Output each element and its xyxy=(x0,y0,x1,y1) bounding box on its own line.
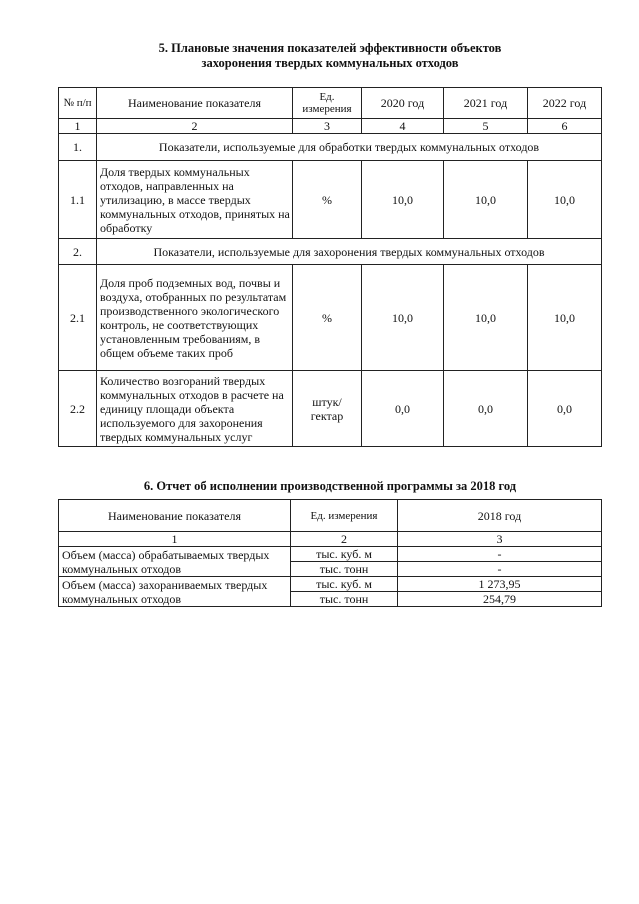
value-2022: 10,0 xyxy=(528,161,602,239)
col-number: 4 xyxy=(362,119,444,134)
value-2020: 0,0 xyxy=(362,371,444,447)
table-row xyxy=(59,161,602,239)
section5-title-line1: 5. Плановые значения показателей эффективности объектов xyxy=(158,41,502,55)
value-cell: - xyxy=(398,562,602,577)
group-num: 2. xyxy=(59,239,97,265)
unit-cell: % xyxy=(293,161,362,239)
col-number: 1 xyxy=(59,532,291,547)
value-cell: 254,79 xyxy=(398,592,602,607)
indicator-name: Объем (масса) захораниваемых твердых коммунальных отходов xyxy=(59,577,291,607)
col-number: 3 xyxy=(293,119,362,134)
group-label: Показатели, используемые для обработки твердых коммунальных отходов xyxy=(97,134,602,161)
value-2021: 10,0 xyxy=(444,265,528,371)
row-num: 2.1 xyxy=(59,265,97,371)
value-cell: - xyxy=(398,547,602,562)
column-number-row xyxy=(59,532,602,547)
col-number: 5 xyxy=(444,119,528,134)
unit-cell: тыс. тонн xyxy=(291,562,398,577)
col-number: 3 xyxy=(398,532,602,547)
column-number-row xyxy=(59,119,602,134)
group-label: Показатели, используемые для захоронения твердых коммунальных отходов xyxy=(97,239,602,265)
value-2020: 10,0 xyxy=(362,161,444,239)
table-row xyxy=(59,371,602,447)
value-2022: 0,0 xyxy=(528,371,602,447)
header-unit: Ед. измерения xyxy=(291,500,398,532)
indicator-name: Доля твердых коммунальных отходов, направленных на утилизацию, в массе твердых коммунальных отходов, принятых на обработку xyxy=(97,161,293,239)
col-number: 1 xyxy=(59,119,97,134)
program-report-table xyxy=(58,499,602,607)
header-name: Наименование показателя xyxy=(59,500,291,532)
value-2020: 10,0 xyxy=(362,265,444,371)
header-num: № п/п xyxy=(59,88,97,119)
table-row xyxy=(59,547,602,562)
row-num: 1.1 xyxy=(59,161,97,239)
col-number: 2 xyxy=(97,119,293,134)
header-2022: 2022 год xyxy=(528,88,602,119)
header-2021: 2021 год xyxy=(444,88,528,119)
indicator-name: Доля проб подземных вод, почвы и воздуха, отобранных по результатам производственного экологического контроль, не соответствующих установленным требованиям, в общем объеме таких проб xyxy=(97,265,293,371)
group-row-2 xyxy=(59,239,602,265)
value-2021: 10,0 xyxy=(444,161,528,239)
unit-cell: штук/ гектар xyxy=(293,371,362,447)
indicator-name: Объем (масса) обрабатываемых твердых коммунальных отходов xyxy=(59,547,291,577)
group-row-1 xyxy=(59,134,602,161)
section5-title-line2: захоронения твердых коммунальных отходов xyxy=(201,56,459,70)
header-unit: Ед. измерения xyxy=(293,88,362,119)
header-2020: 2020 год xyxy=(362,88,444,119)
table-row xyxy=(59,577,602,592)
group-num: 1. xyxy=(59,134,97,161)
table-row xyxy=(59,265,602,371)
performance-indicators-table xyxy=(58,87,602,447)
unit-cell: тыс. куб. м xyxy=(291,547,398,562)
header-year: 2018 год xyxy=(398,500,602,532)
header-name: Наименование показателя xyxy=(97,88,293,119)
section5-title xyxy=(60,41,600,71)
header-row xyxy=(59,500,602,532)
section6-title: 6. Отчет об исполнении производственной программы за 2018 год xyxy=(143,479,517,493)
value-cell: 1 273,95 xyxy=(398,577,602,592)
unit-cell: % xyxy=(293,265,362,371)
col-number: 2 xyxy=(291,532,398,547)
row-num: 2.2 xyxy=(59,371,97,447)
header-row xyxy=(59,88,602,119)
unit-cell: тыс. куб. м xyxy=(291,577,398,592)
indicator-name: Количество возгораний твердых коммунальных отходов в расчете на единицу площади объекта используемого для захоронения твердых коммунальных услуг xyxy=(97,371,293,447)
unit-cell: тыс. тонн xyxy=(291,592,398,607)
value-2022: 10,0 xyxy=(528,265,602,371)
value-2021: 0,0 xyxy=(444,371,528,447)
col-number: 6 xyxy=(528,119,602,134)
